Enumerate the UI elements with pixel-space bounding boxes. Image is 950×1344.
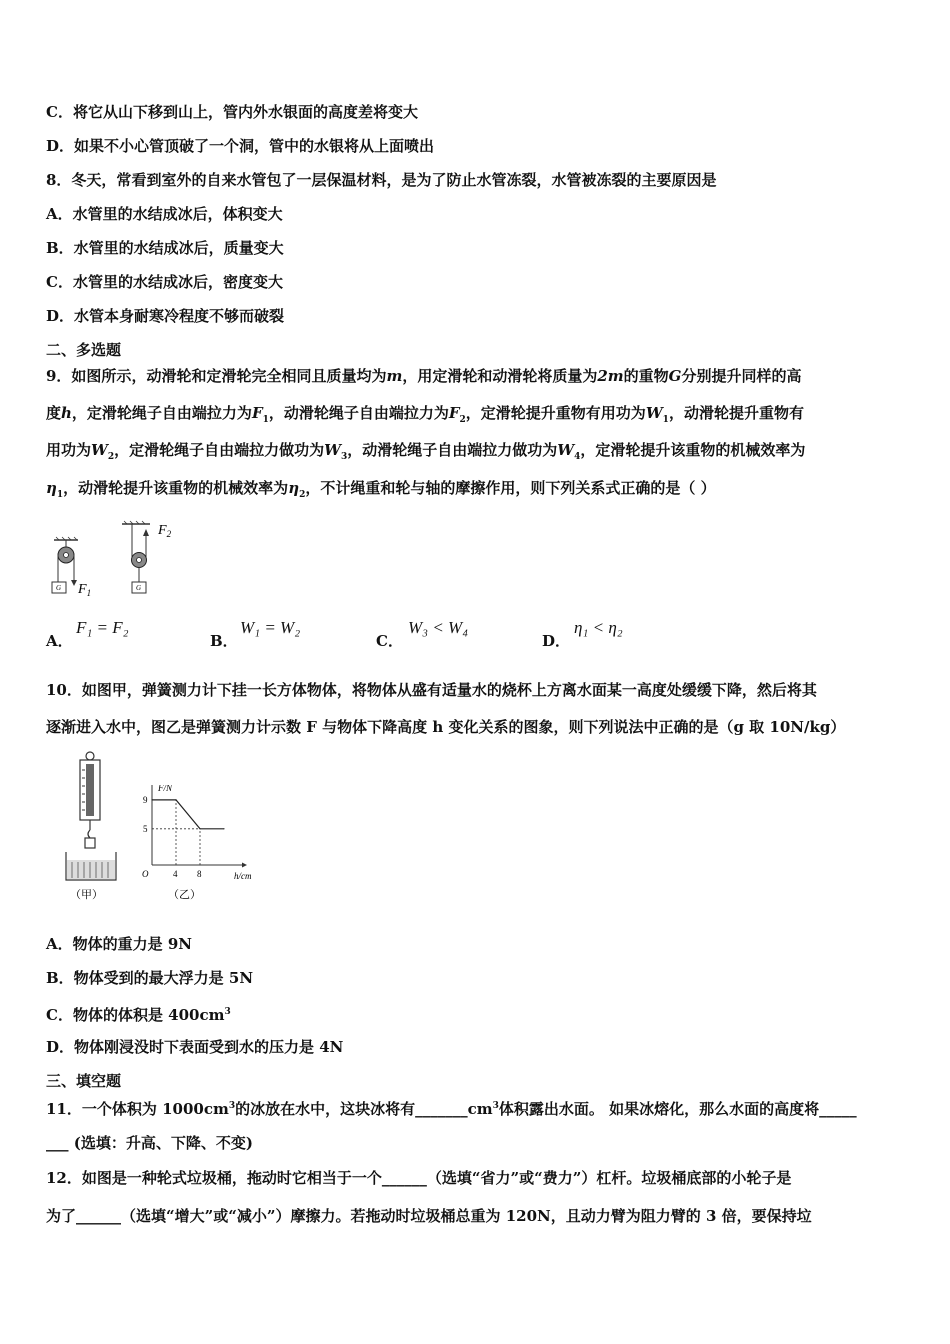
q11-line-1: 11．一个体积为 $1000cm^3$的冰放在水中，这块冰将有$\_\_\_\_\_\_\_cm^3$体积露出水面。 如果冰熔化，那么水面的高度将_____: [46, 1100, 857, 1118]
section-multi-choice-heading: 二、多选题: [46, 341, 122, 359]
q9-option-c-label: C．: [376, 632, 403, 650]
q9-line-4: $\eta_1$，动滑轮提升该重物的机械效率为$\eta_2$，不计绳重和轮与轴的摩擦作用，则下列关系式正确的是（ ）: [46, 479, 716, 500]
q10-line-2: 逐渐进入水中，图乙是弹簧测力计示数 F 与物体下降高度 h 变化关系的图象，则下列说法中正确的是（g 取 10N/kg）: [46, 718, 846, 736]
x-tick-label: 4: [173, 869, 178, 879]
x-axis-arrow: [242, 863, 247, 868]
q12-line-2: 为了______（选填“增大”或“减小”）摩擦力。若拖动时垃圾桶总重为 120N，且动力臂为阻力臂的 3 倍，要保持垃: [46, 1207, 812, 1225]
q8-option-a: A．水管里的水结成冰后，体积变大: [46, 205, 283, 223]
q7-option-c: C．将它从山下移到山上，管内外水银面的高度差将变大: [46, 103, 418, 121]
label-yi: （乙）: [168, 889, 201, 901]
x-axis-label: h/cm: [234, 871, 252, 881]
q9-line-1: 9．如图所示，动滑轮和定滑轮完全相同且质量均为m，用定滑轮和动滑轮将质量为2m的重物G分别提升同样的高: [46, 367, 802, 385]
y-tick-label: 9: [143, 794, 148, 805]
q11-line-2: ___ (选填：升高、下降、不变): [46, 1134, 253, 1152]
q9-option-b: W₁ = W₂: [240, 618, 301, 637]
q7-option-d: D．如果不小心管顶破了一个洞，管中的水银将从上面喷出: [46, 137, 435, 155]
label-f2: $F_2$: [158, 523, 172, 539]
pulley-figure: [46, 518, 196, 603]
q8-option-d: D．水管本身耐寒冷程度不够而破裂: [46, 307, 285, 325]
q10-option-c: C．物体的体积是 $400cm^3$: [46, 1006, 231, 1024]
force-height-chart: [138, 785, 263, 903]
series-line: [152, 800, 224, 829]
y-tick-label: 5: [143, 823, 148, 834]
label-f1: $F_1$: [78, 582, 92, 598]
svg-text:G: G: [56, 584, 62, 592]
data-point: [199, 828, 200, 829]
q9-option-d-label: D．: [542, 632, 571, 650]
q9-option-a: F₁ = F₂: [76, 618, 129, 637]
data-point: [175, 799, 176, 800]
q10-option-a: A．物体的重力是 9N: [46, 935, 193, 953]
q9-line-2: 度h，定滑轮绳子自由端拉力为$F_1$，动滑轮绳子自由端拉力为$F_2$，定滑轮提升重物有用功为$W_1$，动滑轮提升重物有: [46, 404, 804, 425]
q10-option-d: D．物体刚浸没时下表面受到水的压力是 4N: [46, 1038, 344, 1056]
q8-stem: 8．冬天，常看到室外的自来水管包了一层保温材料，是为了防止水管冻裂，水管被冻裂的主要原因是: [46, 171, 717, 189]
spring-scale-figure: [60, 748, 130, 908]
data-point: [223, 828, 224, 829]
q12-line-1: 12．如图是一种轮式垃圾桶，拖动时它相当于一个______（选填“省力”或“费力”）杠杆。垃圾桶底部的小轮子是: [46, 1169, 792, 1187]
data-point: [151, 799, 152, 800]
q8-option-c: C．水管里的水结成冰后，密度变大: [46, 273, 283, 291]
q9-option-a-label: A．: [46, 632, 73, 650]
q9-options: [46, 618, 746, 658]
q8-option-b: B．水管里的水结成冰后，质量变大: [46, 239, 284, 257]
section-fill-blank-heading: 三、填空题: [46, 1072, 122, 1090]
q10-line-1: 10．如图甲，弹簧测力计下挂一长方体物体，将物体从盛有适量水的烧杯上方离水面某一高度处缓缓下降，然后将其: [46, 681, 817, 699]
q9-option-d: η₁ < η₂: [574, 618, 623, 637]
q9-option-c: W₃ < W₄: [408, 618, 469, 637]
y-axis-label: F/N: [158, 785, 173, 793]
x-tick-label: 8: [197, 869, 202, 879]
svg-text:G: G: [136, 584, 142, 592]
q10-option-b: B．物体受到的最大浮力是 5N: [46, 969, 254, 987]
origin-label: O: [142, 869, 149, 879]
fixed-pulley-diagram: [52, 537, 91, 598]
q9-option-b-label: B．: [210, 632, 238, 650]
q9-line-3: 用功为$W_2$，定滑轮绳子自由端拉力做功为$W_3$，动滑轮绳子自由端拉力做功为$W_4$，定滑轮提升该重物的机械效率为: [46, 441, 806, 462]
movable-pulley-diagram: [122, 521, 172, 593]
label-jia: （甲）: [70, 889, 103, 901]
